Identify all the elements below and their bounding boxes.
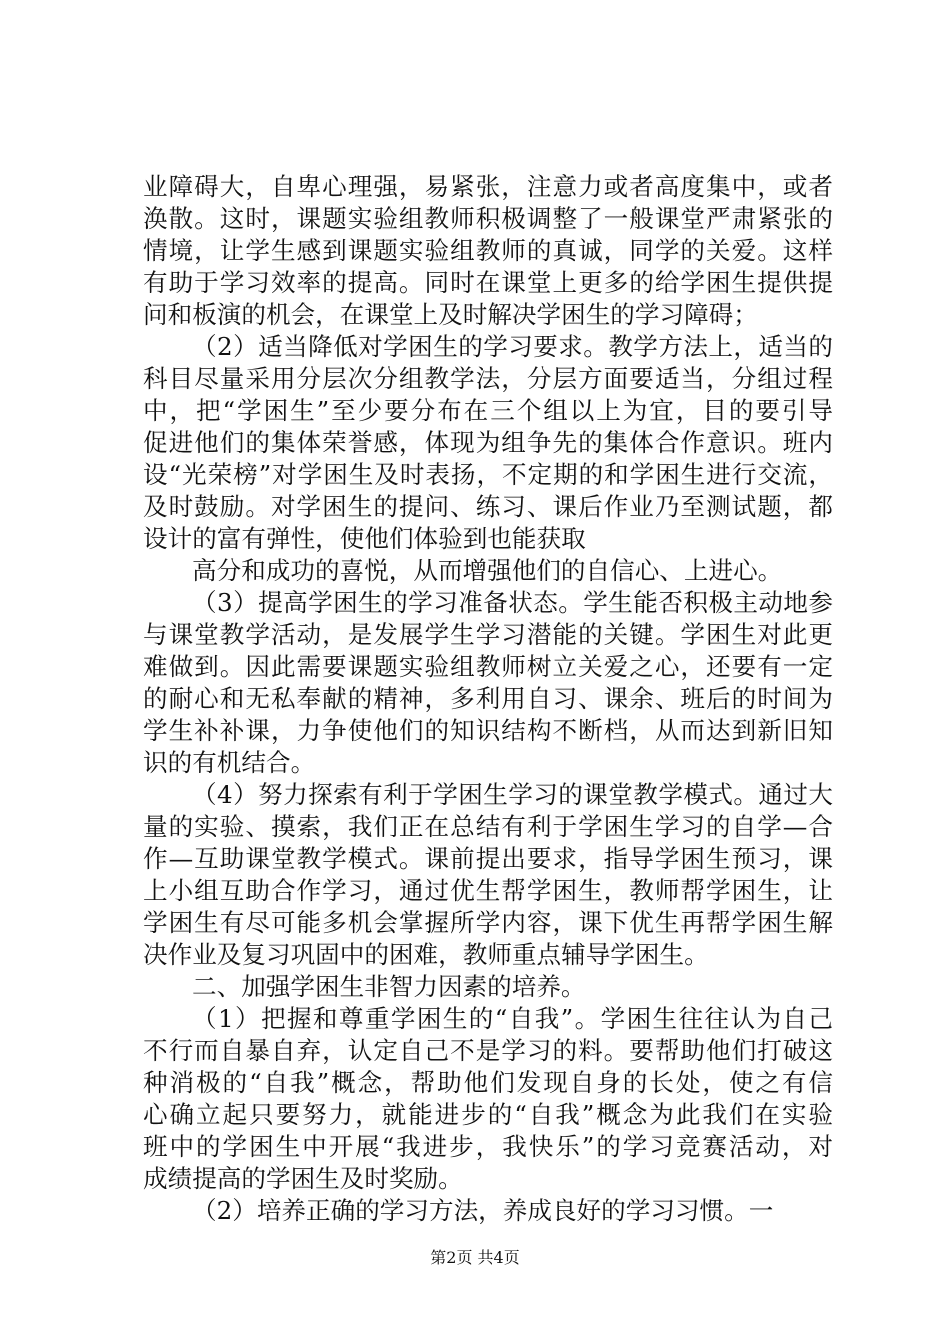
text-line: （2）适当降低对学困生的学习要求。教学方法上，适当的	[192, 332, 833, 361]
text-line: 决作业及复习巩固中的困难，教师重点辅导学困生。	[143, 940, 709, 969]
text-line: 学困生有尽可能多机会掌握所学内容，课下优生再帮学困生解	[143, 908, 833, 937]
text-line: 与课堂教学活动，是发展学生学习潜能的关键。学困生对此更	[143, 620, 833, 649]
text-line: 上小组互助合作学习，通过优生帮学困生，教师帮学困生，让	[143, 876, 833, 905]
text-line: 不行而自暴自弃，认定自己不是学习的料。要帮助他们打破这	[143, 1036, 833, 1065]
text-line: 学生补补课，力争使他们的知识结构不断档，从而达到新旧知	[143, 716, 833, 745]
text-line: 中，把“学困生”至少要分布在三个组以上为宜，目的要引导	[143, 396, 833, 425]
text-line: 设“光荣榜”对学困生及时表扬，不定期的和学困生进行交流，	[143, 460, 833, 489]
text-line: 设计的富有弹性，使他们体验到也能获取	[143, 524, 586, 553]
text-line: （1）把握和尊重学困生的“自我”。学困生往往认为自己	[192, 1004, 833, 1033]
text-line: 种消极的“自我”概念，帮助他们发现自身的长处，使之有信	[143, 1068, 833, 1097]
page-footer: 第2页 共4页	[430, 1248, 520, 1267]
text-line: （3）提高学困生的学习准备状态。学生能否积极主动地参	[192, 588, 833, 617]
text-line: （2）培养正确的学习方法，养成良好的学习习惯。一	[192, 1196, 774, 1225]
text-line: 情境，让学生感到课题实验组教师的真诚，同学的关爱。这样	[143, 236, 833, 265]
text-line: 心确立起只要努力，就能进步的“自我”概念为此我们在实验	[143, 1100, 833, 1129]
text-line: 及时鼓励。对学困生的提问、练习、课后作业乃至测试题，都	[143, 492, 833, 521]
text-line: 难做到。因此需要课题实验组教师树立关爱之心，还要有一定	[143, 652, 833, 681]
text-line: 问和板演的机会，在课堂上及时解决学困生的学习障碍；	[143, 300, 758, 329]
text-line: 识的有机结合。	[143, 748, 316, 777]
text-line: （4）努力探索有利于学困生学习的课堂教学模式。通过大	[192, 780, 833, 809]
document-body	[143, 171, 833, 1227]
text-line: 促进他们的集体荣誉感，体现为组争先的集体合作意识。班内	[143, 428, 833, 457]
text-line: 科目尽量采用分层次分组教学法，分层方面要适当，分组过程	[143, 364, 833, 393]
text-line: 班中的学困生中开展“我进步，我快乐”的学习竞赛活动，对	[143, 1132, 833, 1161]
text-line: 二、加强学困生非智力因素的培养。	[192, 972, 586, 1001]
text-line: 成绩提高的学困生及时奖励。	[143, 1164, 463, 1193]
text-line: 量的实验、摸索，我们正在总结有利于学困生学习的自学—合	[143, 812, 833, 841]
text-line: 的耐心和无私奉献的精神，多利用自习、课余、班后的时间为	[143, 684, 833, 713]
text-line: 作—互助课堂教学模式。课前提出要求，指导学困生预习，课	[143, 844, 833, 873]
text-line: 业障碍大，自卑心理强，易紧张，注意力或者高度集中，或者	[143, 172, 833, 201]
text-line: 高分和成功的喜悦，从而增强他们的自信心、上进心。	[192, 556, 783, 585]
text-line: 涣散。这时，课题实验组教师积极调整了一般课堂严肃紧张的	[143, 204, 833, 233]
text-line: 有助于学习效率的提高。同时在课堂上更多的给学困生提供提	[143, 268, 833, 297]
